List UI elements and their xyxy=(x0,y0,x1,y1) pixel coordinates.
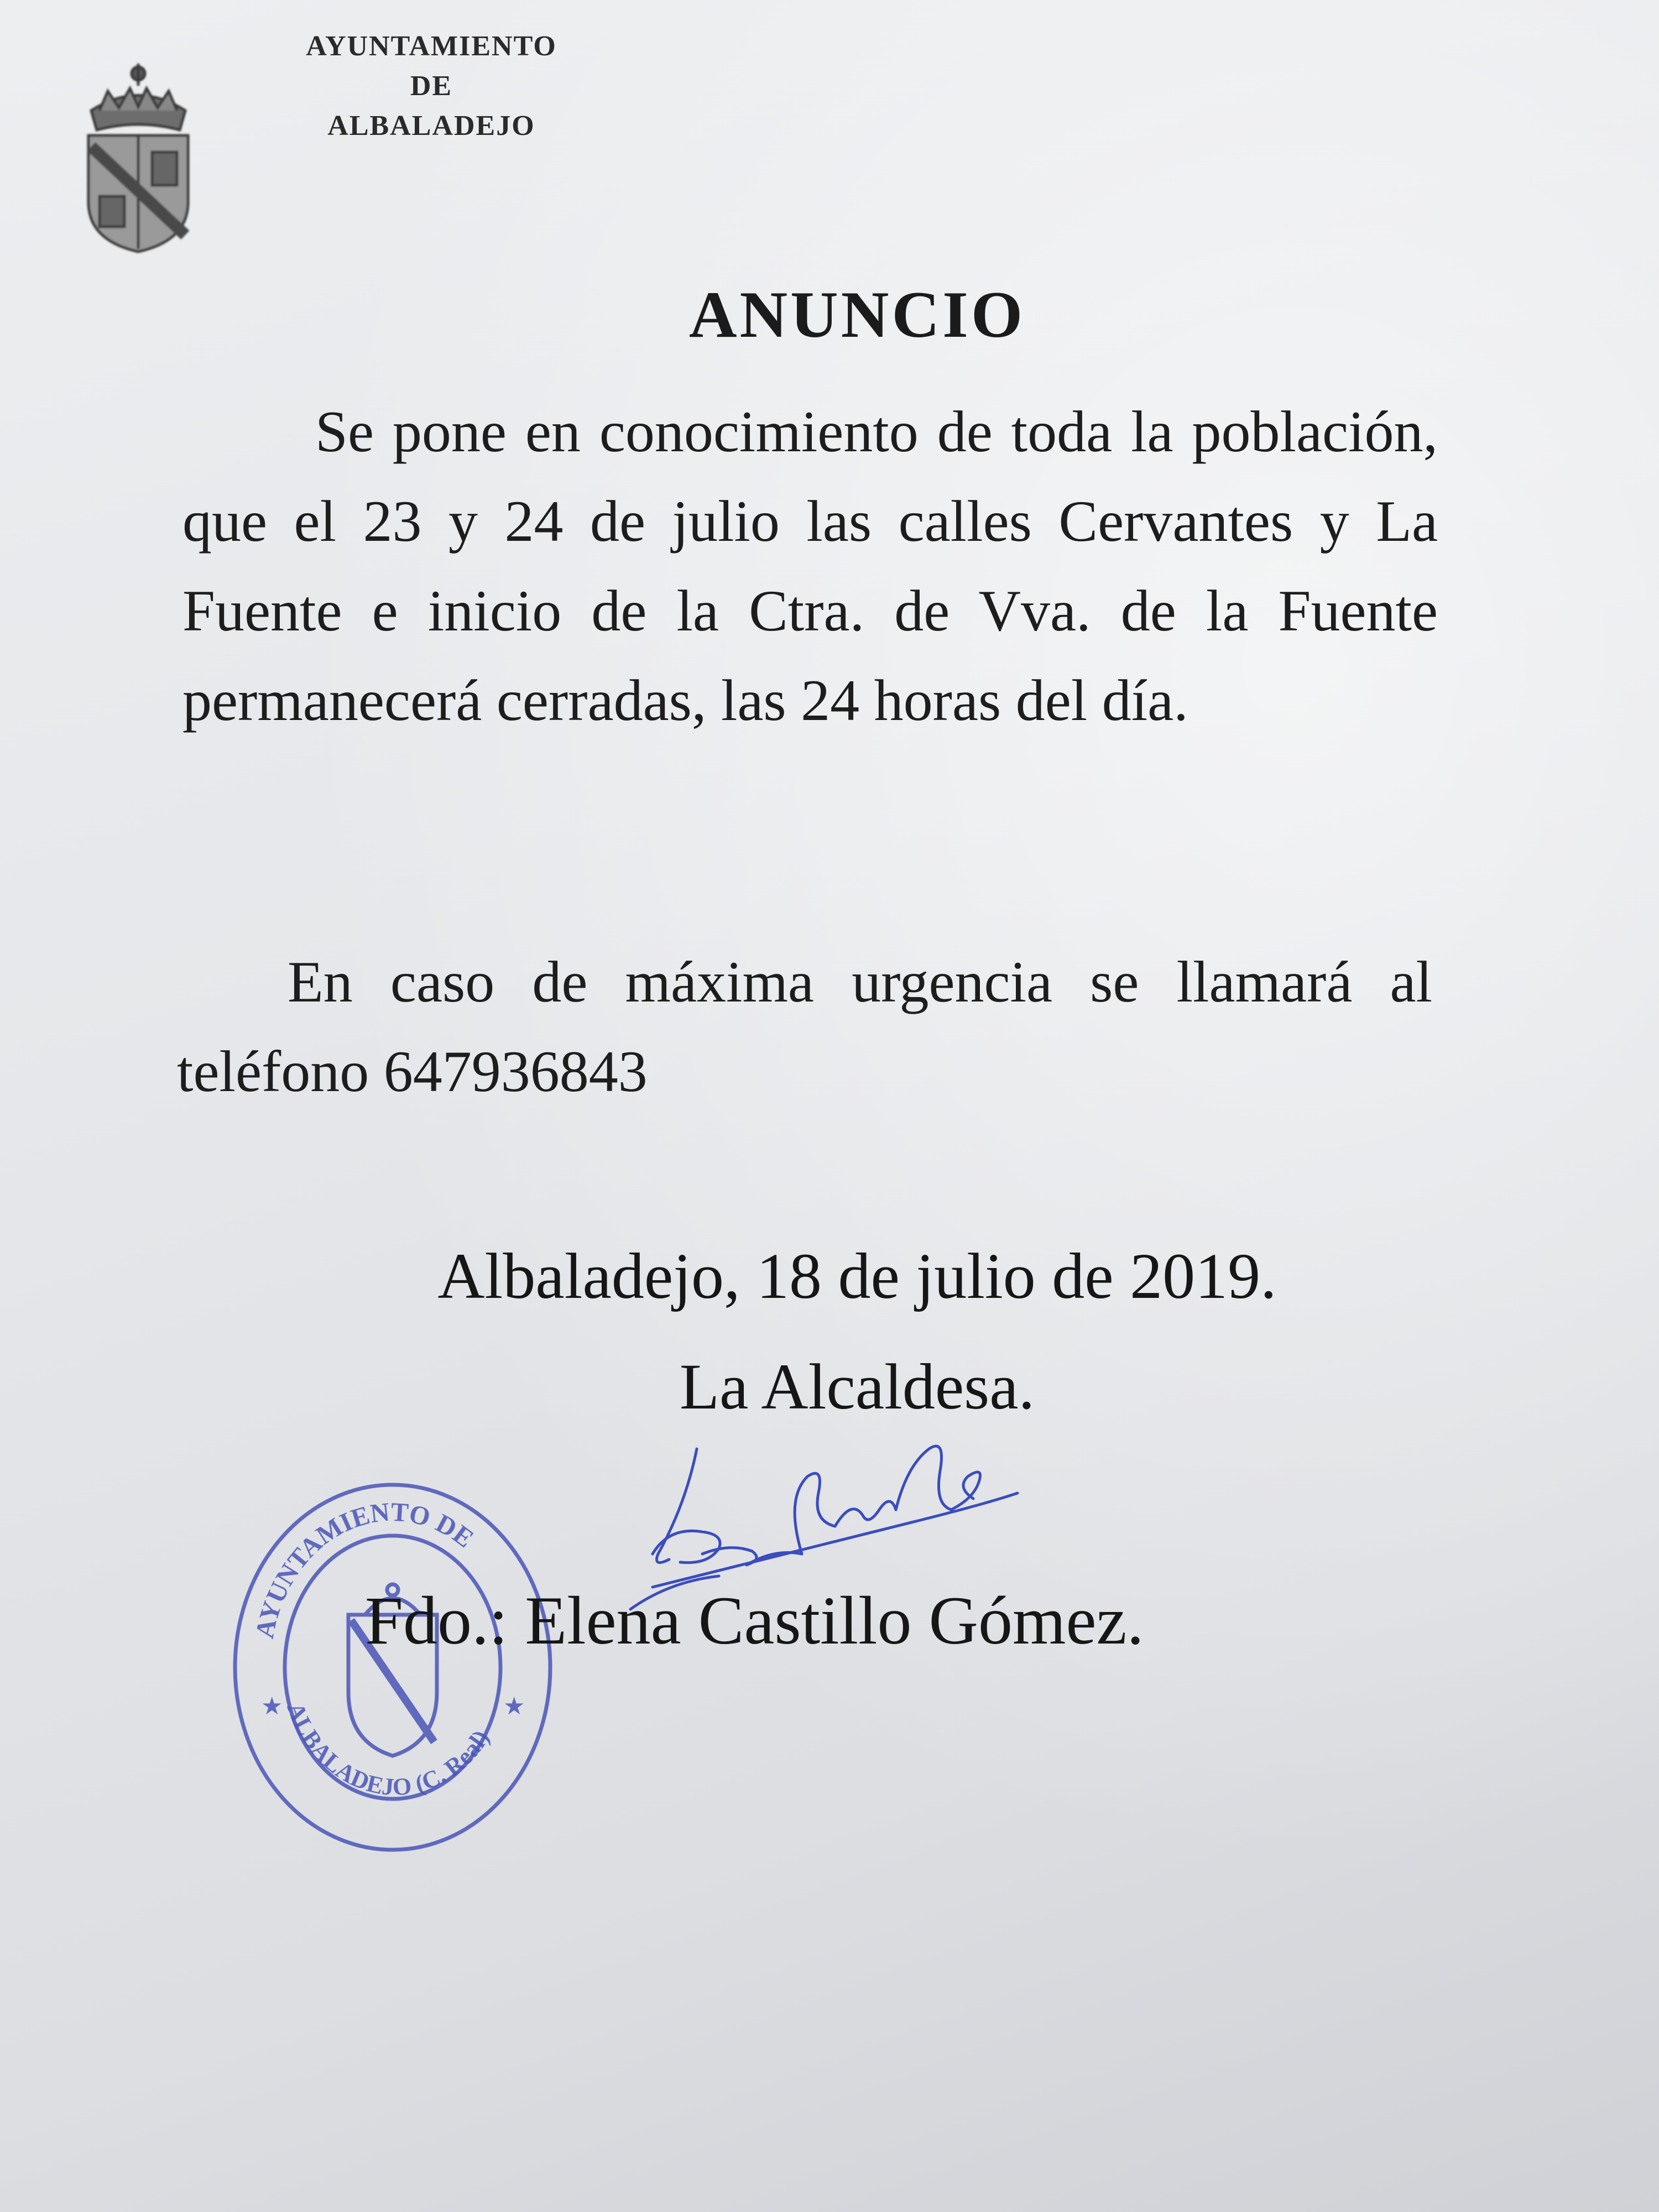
signatory-role: La Alcaldesa. xyxy=(679,1350,1035,1423)
handwritten-signature xyxy=(619,1416,1062,1615)
signed-by: Fdo.: Elena Castillo Gómez. xyxy=(365,1583,1144,1658)
coat-of-arms-icon xyxy=(75,58,202,257)
letterhead-line-1: AYUNTAMIENTO xyxy=(306,30,557,62)
letterhead-line-3: ALBALADEJO xyxy=(327,110,535,142)
notice-paragraph-2: En caso de máxima urgencia se llamará al teléfono 647936843 xyxy=(177,950,1432,1104)
svg-text:AYUNTAMIENTO DE: AYUNTAMIENTO DE xyxy=(249,1497,479,1641)
svg-text:★: ★ xyxy=(503,1693,525,1720)
notice-title: ANUNCIO xyxy=(688,278,1026,351)
place-date: Albaladejo, 18 de julio de 2019. xyxy=(437,1240,1277,1312)
svg-text:ALBALADEJO (C. Real): ALBALADEJO (C. Real) xyxy=(281,1698,495,1801)
svg-text:★: ★ xyxy=(261,1693,283,1720)
letterhead-line-2: DE xyxy=(410,70,453,102)
letterhead xyxy=(260,27,603,146)
notice-paragraph-1: Se pone en conocimiento de toda la población, que el 23 y 24 de julio las calles Cervantes y La Fuente e inicio de la Ctra. de Vva. de la Fuente permanecerá cerradas, las 24 horas del día. xyxy=(182,399,1438,733)
